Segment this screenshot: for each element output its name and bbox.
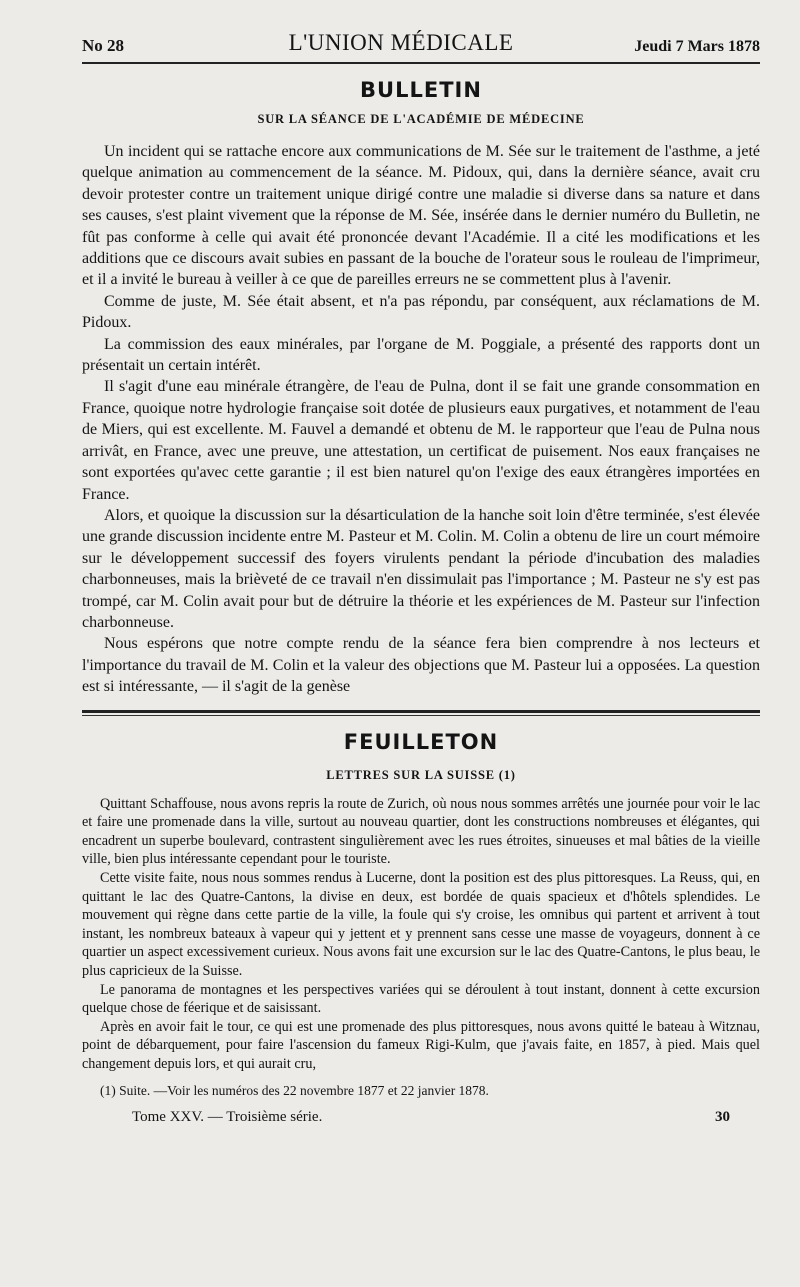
bulletin-paragraph: Un incident qui se rattache encore aux communications de M. Sée sur le traitement de l'asthme, a jeté quelque animation au commencement de la séance. M. Pidoux, qui, dans la dernière séance, avait cru devoir protester contre un traitement unique dirigé contre une maladie si diverse dans sa nature et dans ses causes, s'est plaint vivement que la réponse de M. Sée, insérée dans le dernier numéro du Bulletin, ne fût pas conforme à celle qui avait été prononcée devant l'Académie. Il a cité les modifications et les additions que ce discours avait subies en passant de la bouche de l'orateur sous le rouleau de l'imprimeur, et il a invité le bureau à veiller à ce que de pareilles erreurs ne se commettent plus à l'avenir. xyxy=(82,143,760,289)
bulletin-body xyxy=(82,141,760,698)
bulletin-paragraph: Il s'agit d'une eau minérale étrangère, de l'eau de Pulna, dont il se fait une grande consommation en France, quoique notre hydrologie française soit dotée de plusieurs eaux purgatives, et notamment de l'eau de Miers, qui est excellente. M. Fauvel a demandé et obtenu de M. le rapporteur que l'eau de Pulna nous arrivât, en France, avec une preuve, une attestation, un certificat de puisement. Nos eaux françaises ne sont exportées qu'avec cette garantie ; il est bien naturel qu'on l'exige des eaux étrangères importées en France. xyxy=(82,378,760,503)
issue-number: No 28 xyxy=(82,36,125,55)
section-divider-thin xyxy=(82,715,760,716)
feuilleton-paragraph: Cette visite faite, nous nous sommes rendus à Lucerne, dont la position est des plus pittoresques. La Reuss, qui, en quittant le lac des Quatre-Cantons, la divise en deux, est bordée de quais spacieux et d'hôtels splendides. Le mouvement qui règne dans cette partie de la ville, la foule qui s'y croise, les omnibus qui partent et arrivent à tout instant, les nombreux bateaux à vapeur qui y jettent et y prennent sans cesse une masse de voyageurs, donnent à ce quartier un aspect excessivement curieux. Nous avons fait une excursion sur le lac des Quatre-Cantons, le plus beau, le plus capricieux de la Suisse. xyxy=(82,869,760,979)
bulletin-subtitle: SUR LA SÉANCE DE L'ACADÉMIE DE MÉDECINE xyxy=(257,112,585,126)
header-rule xyxy=(82,62,760,64)
bulletin-paragraph: Nous espérons que notre compte rendu de la séance fera bien comprendre à nos lecteurs et l'importance du travail de M. Colin et la valeur des objections que M. Pasteur lui a opposées. La question est si intéressante, — il s'agit de la genèse xyxy=(82,635,760,696)
volume-label: Tome XXV. — Troisième série. xyxy=(132,1109,323,1126)
page-footer xyxy=(82,1109,760,1126)
issue-date: Jeudi 7 Mars 1878 xyxy=(634,38,760,55)
feuilleton-subtitle: LETTRES SUR LA SUISSE (1) xyxy=(326,767,516,782)
feuilleton-paragraph: Le panorama de montagnes et les perspectives variées qui se déroulent à tout instant, donnent à cette excursion quelque chose de féerique et de saisissant. xyxy=(82,981,760,1017)
page-number: 30 xyxy=(715,1109,730,1126)
feuilleton-paragraph: Après en avoir fait le tour, ce qui est une promenade des plus pittoresques, nous avons quitté le bateau à Witznau, point de débarquement, pour faire l'ascension du fameux Rigi-Kulm, que j'avais faite, en 1857, à pied. Mais quel changement depuis lors, et qui aurait cru, xyxy=(82,1018,760,1072)
feuilleton-title: FEUILLETON xyxy=(343,729,499,754)
feuilleton-body xyxy=(82,795,760,1074)
journal-title: L'UNION MÉDICALE xyxy=(288,30,514,55)
bulletin-paragraph: La commission des eaux minérales, par l'organe de M. Poggiale, a présenté des rapports dont un présentait un certain intérêt. xyxy=(82,335,760,375)
bulletin-paragraph: Comme de juste, M. Sée était absent, et n'a pas répondu, par conséquent, aux réclamations de M. Pidoux. xyxy=(82,292,760,332)
bulletin-title: BULLETIN xyxy=(360,78,482,102)
bulletin-paragraph: Alors, et quoique la discussion sur la désarticulation de la hanche soit loin d'être terminée, s'est élevée une grande discussion incidente entre M. Pasteur et M. Colin. M. Colin a obtenu de lire un court mémoire sur le développement successif des foyers virulents pendant la période d'incubation des maladies charbonneuses, mais la brièveté de ce travail n'en dissimulait pas l'importance ; M. Pasteur ne s'y est pas trompé, car M. Colin avait pour but de détruire la théorie et les expériences de M. Pasteur sur l'infection charbonneuse. xyxy=(82,506,760,631)
section-divider xyxy=(82,710,760,713)
page-header xyxy=(82,22,760,56)
footnote: (1) Suite. —Voir les numéros des 22 novembre 1877 et 22 janvier 1878. xyxy=(100,1083,489,1099)
feuilleton-paragraph: Quittant Schaffouse, nous avons repris la route de Zurich, où nous nous sommes arrêtés une journée pour voir le lac et faire une promenade dans la ville, surtout au nouveau quartier, dont les constructions nombreuses et élégantes, qui encadrent un superbe boulevard, contrastent singulièrement avec les rues étroites, sinueuses et mal bâties de la vieille ville, bien plus intéressante cependant pour le touriste. xyxy=(82,795,760,868)
